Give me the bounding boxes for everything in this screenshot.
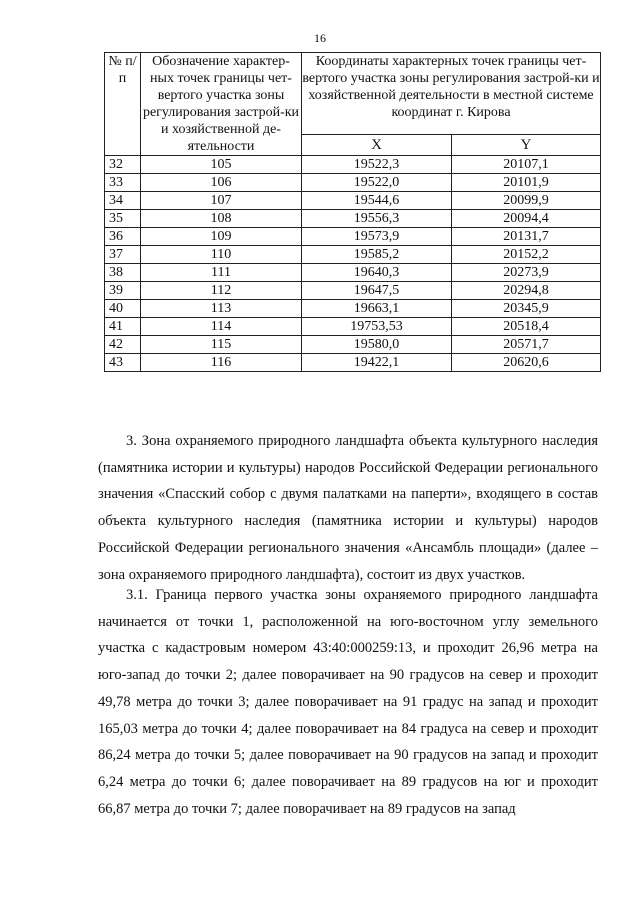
table-row	[105, 300, 601, 318]
page-number: 16	[314, 31, 326, 45]
point-name: 110	[141, 246, 302, 264]
table-row	[105, 174, 601, 192]
x-value: 19640,3	[302, 264, 452, 282]
table-row	[105, 156, 601, 174]
x-value: 19522,3	[302, 156, 452, 174]
table-row	[105, 354, 601, 372]
y-value: 20620,6	[452, 354, 601, 372]
table-row	[105, 264, 601, 282]
table-row	[105, 318, 601, 336]
point-name: 115	[141, 336, 302, 354]
header-number: № п/п	[105, 53, 141, 156]
row-number: 33	[105, 174, 141, 192]
y-value: 20099,9	[452, 192, 601, 210]
point-name: 108	[141, 210, 302, 228]
y-value: 20345,9	[452, 300, 601, 318]
point-name: 113	[141, 300, 302, 318]
y-value: 20152,2	[452, 246, 601, 264]
x-value: 19580,0	[302, 336, 452, 354]
paragraph-zone-description: 3. Зона охраняемого природного ландшафта объекта культурного наследия (памятника истории и культуры) народов Российской Федерации регионального значения «Спасский собор с двумя палатками на паперти», входящего в состав объекта культурного наследия (памятника истории и культуры) народов Российской Федерации регионального значения «Ансамбль площади» (далее – зона охраняемого природного ландшафта), состоит из двух участков.	[98, 433, 598, 583]
point-name: 111	[141, 264, 302, 282]
y-value: 20571,7	[452, 336, 601, 354]
table-row	[105, 336, 601, 354]
table-row	[105, 282, 601, 300]
header-y: Y	[452, 135, 601, 156]
x-value: 19544,6	[302, 192, 452, 210]
point-name: 112	[141, 282, 302, 300]
row-number: 36	[105, 228, 141, 246]
table-row	[105, 228, 601, 246]
row-number: 38	[105, 264, 141, 282]
coordinates-table	[104, 52, 601, 372]
point-name: 109	[141, 228, 302, 246]
point-name: 105	[141, 156, 302, 174]
point-name: 106	[141, 174, 302, 192]
y-value: 20094,4	[452, 210, 601, 228]
row-number: 37	[105, 246, 141, 264]
row-number: 41	[105, 318, 141, 336]
row-number: 40	[105, 300, 141, 318]
x-value: 19585,2	[302, 246, 452, 264]
row-number: 35	[105, 210, 141, 228]
x-value: 19422,1	[302, 354, 452, 372]
y-value: 20518,4	[452, 318, 601, 336]
y-value: 20107,1	[452, 156, 601, 174]
x-value: 19556,3	[302, 210, 452, 228]
row-number: 34	[105, 192, 141, 210]
row-number: 43	[105, 354, 141, 372]
row-number: 39	[105, 282, 141, 300]
table-row	[105, 246, 601, 264]
table-row	[105, 192, 601, 210]
row-number: 32	[105, 156, 141, 174]
y-value: 20101,9	[452, 174, 601, 192]
x-value: 19647,5	[302, 282, 452, 300]
y-value: 20273,9	[452, 264, 601, 282]
table-body	[105, 156, 601, 372]
y-value: 20294,8	[452, 282, 601, 300]
x-value: 19663,1	[302, 300, 452, 318]
point-name: 116	[141, 354, 302, 372]
row-number: 42	[105, 336, 141, 354]
header-x: X	[302, 135, 452, 156]
header-point-name: Обозначение характер-ных точек границы чет-вертого участка зоны регулирования застрой-ки и хозяйственной де-ятельности	[141, 53, 302, 156]
x-value: 19753,53	[302, 318, 452, 336]
y-value: 20131,7	[452, 228, 601, 246]
x-value: 19573,9	[302, 228, 452, 246]
point-name: 114	[141, 318, 302, 336]
x-value: 19522,0	[302, 174, 452, 192]
table-row	[105, 210, 601, 228]
paragraph-boundary-description: 3.1. Граница первого участка зоны охраняемого природного ландшафта начинается от точки 1, расположенной на юго-восточном углу земельного участка с кадастровым номером 43:40:000259:13, и проходит 26,96 метра на юго-запад до точки 2; далее поворачивает на 90 градусов на север и проходит 49,78 метра до точки 3; далее поворачивает на 91 градус на запад и проходит 165,03 метра до точки 4; далее поворачивает на 84 градуса на север и проходит 86,24 метра до точки 5; далее поворачивает на 90 градусов на запад и проходит 6,24 метра до точки 6; далее поворачивает на 89 градусов на юг и проходит 66,87 метра до точки 7; далее поворачивает на 89 градусов на запад	[98, 587, 598, 817]
header-coordinates: Координаты характерных точек границы чет-вертого участка зоны регулирования застрой-ки и хозяйственной деятельности в местной системе координат г. Кирова	[302, 53, 601, 135]
point-name: 107	[141, 192, 302, 210]
